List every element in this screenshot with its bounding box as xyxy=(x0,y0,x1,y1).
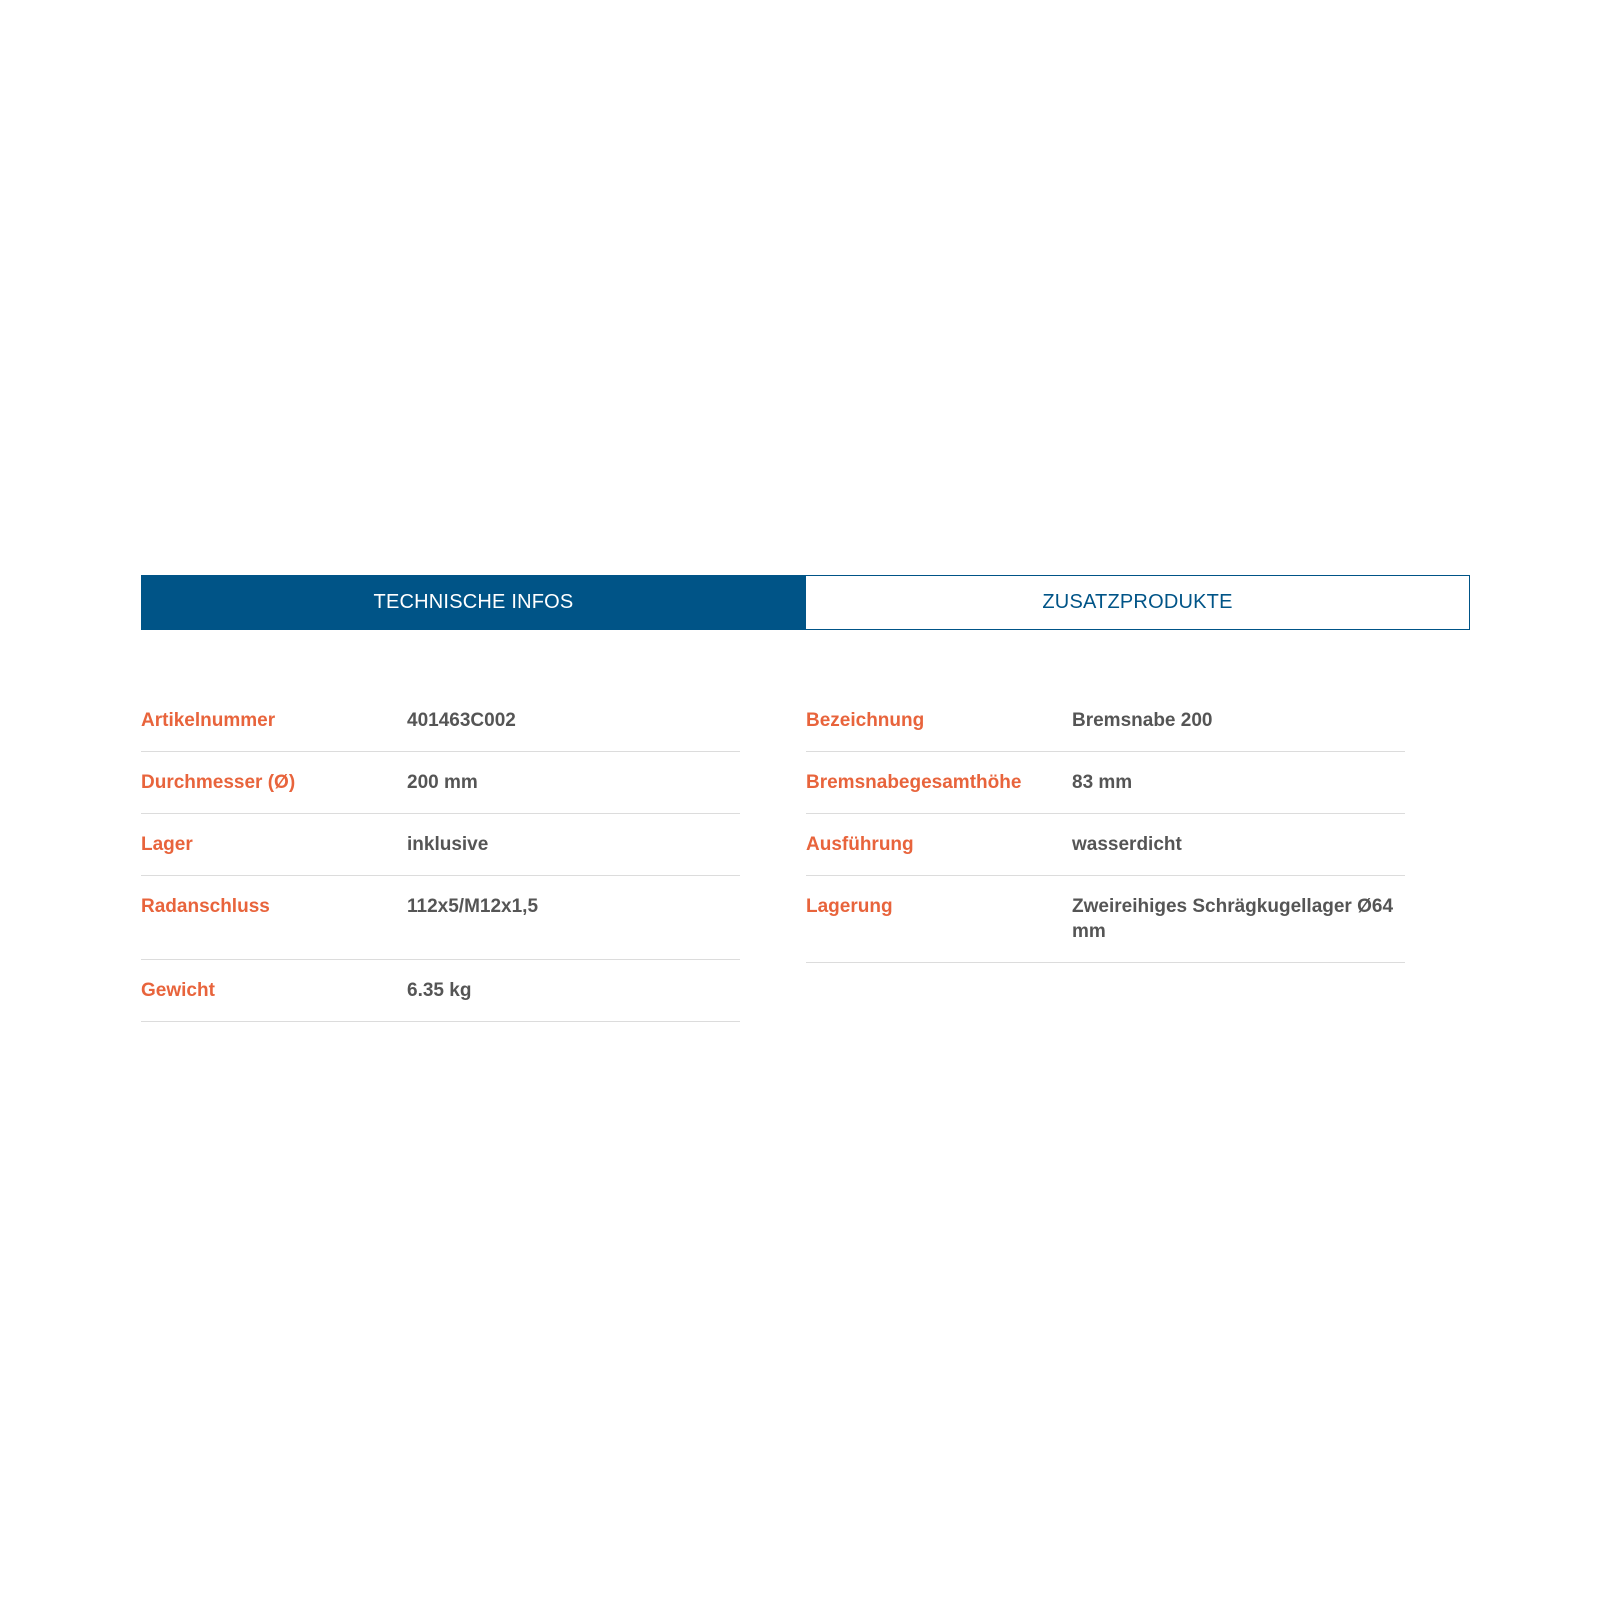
spec-row xyxy=(141,752,740,814)
spec-label: Bremsnabegesamthöhe xyxy=(806,772,1022,793)
spec-row xyxy=(141,876,740,960)
spec-label: Artikelnummer xyxy=(141,710,276,731)
spec-label: Lagerung xyxy=(806,896,893,917)
spec-value: inklusive xyxy=(407,834,489,855)
spec-label: Ausführung xyxy=(806,834,914,855)
spec-value: 83 mm xyxy=(1072,772,1133,793)
tab-technical-info-label: TECHNISCHE INFOS xyxy=(373,591,574,613)
spec-label: Gewicht xyxy=(141,980,215,1001)
tab-accessories-label: ZUSATZPRODUKTE xyxy=(1042,591,1233,613)
spec-row xyxy=(806,752,1405,814)
spec-value: wasserdicht xyxy=(1072,834,1182,855)
tab-bar xyxy=(141,575,1470,630)
spec-table xyxy=(141,690,1405,1022)
spec-column-right xyxy=(806,690,1405,1022)
spec-value: Zweireihiges Schrägkugellager Ø64 mm xyxy=(1072,896,1394,942)
spec-label: Lager xyxy=(141,834,193,855)
spec-row xyxy=(141,814,740,876)
spec-row xyxy=(806,876,1405,963)
spec-row xyxy=(806,814,1405,876)
tab-accessories[interactable] xyxy=(806,575,1470,630)
spec-value: 112x5/M12x1,5 xyxy=(407,896,539,917)
spec-column-left xyxy=(141,690,740,1022)
spec-value: 401463C002 xyxy=(407,710,516,731)
spec-value: 6.35 kg xyxy=(407,980,472,1001)
tab-technical-info[interactable] xyxy=(141,575,806,630)
spec-row xyxy=(141,960,740,1022)
spec-label: Radanschluss xyxy=(141,896,270,917)
spec-label: Bezeichnung xyxy=(806,710,925,731)
spec-value: Bremsnabe 200 xyxy=(1072,710,1213,731)
spec-row xyxy=(141,690,740,752)
spec-value: 200 mm xyxy=(407,772,478,793)
spec-label: Durchmesser (Ø) xyxy=(141,772,296,793)
spec-row xyxy=(806,690,1405,752)
